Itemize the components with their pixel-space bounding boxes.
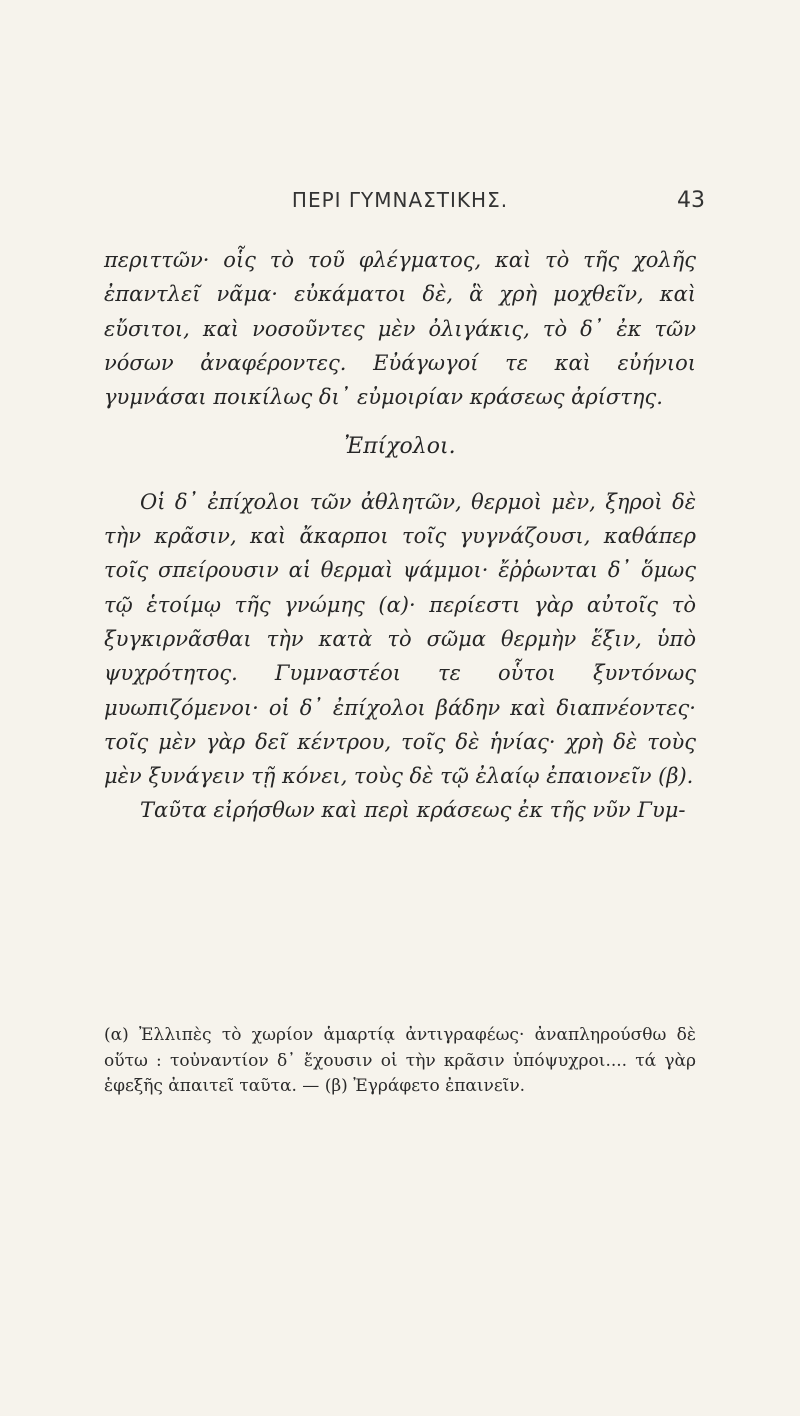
footnote: (α) Ἐλλιπὲς τὸ χωρίον ἁμαρτίᾳ ἀντιγραφέως· ἀναπληρούσθω δὲ οὕτω : τοὐναντίον δ᾽ ἔχουσιν οἱ τὴν κρᾶσιν ὑπόψυχροι.... τά γὰρ ἑφεξῆς ἀπαιτεῖ ταῦτα. — (β) Ἐγράφετο ἐπαινεῖν. <box>104 1025 696 1096</box>
footnotes <box>104 1023 696 1100</box>
running-head <box>0 188 800 220</box>
body-text <box>104 243 696 828</box>
paragraph: περιττῶν· οἷς τὸ τοῦ φλέγματος, καὶ τὸ τῆς χολῆς ἐπαντλεῖ νᾶμα· εὐκάματοι δὲ, ἃ χρὴ μοχθεῖν, καὶ εὔσιτοι, καὶ νοσοῦντες μὲν ὀλιγάκις, τὸ δ᾽ ἐκ τῶν νόσων ἀναφέροντες. Εὐάγωγοί τε καὶ εὐήνιοι γυμνάσαι ποικίλως δι᾽ εὐμοιρίαν κράσεως ἀρίστης. <box>104 248 696 410</box>
section-heading: Ἐπίχολοι. <box>344 434 456 460</box>
paragraph: Ταῦτα εἰρήσθων καὶ περὶ κράσεως ἐκ τῆς νῦν Γυμ- <box>140 798 686 823</box>
page-number: 43 <box>677 188 705 213</box>
paragraph: Οἱ δ᾽ ἐπίχολοι τῶν ἀθλητῶν, θερμοὶ μὲν, ξηροὶ δὲ τὴν κρᾶσιν, καὶ ἄκαρποι τοῖς γυγνάζουσι, καθάπερ τοῖς σπείρουσιν αἱ θερμαὶ ψάμμοι· ἔῤῥωνται δ᾽ ὅμως τῷ ἑτοίμῳ τῆς γνώμης (α)· περίεστι γὰρ αὐτοῖς τὸ ξυγκιρνᾶσθαι τὴν κατὰ τὸ σῶμα θερμὴν ἕξιν, ὑπὸ ψυχρότητος. Γυμναστέοι τε οὗτοι ξυντόνως μυωπιζόμενοι· οἱ δ᾽ ἐπίχολοι βάδην καὶ διαπνέοντες· τοῖς μὲν γὰρ δεῖ κέντρου, τοῖς δὲ ἡνίας· χρὴ δὲ τοὺς μὲν ξυνάγειν τῇ κόνει, τοὺς δὲ τῷ ἐλαίῳ ἐπαιονεῖν (β). <box>104 489 696 789</box>
running-title: ΠΕΡΙ ΓΥΜΝΑΣΤΙΚΗΣ. <box>291 188 509 212</box>
